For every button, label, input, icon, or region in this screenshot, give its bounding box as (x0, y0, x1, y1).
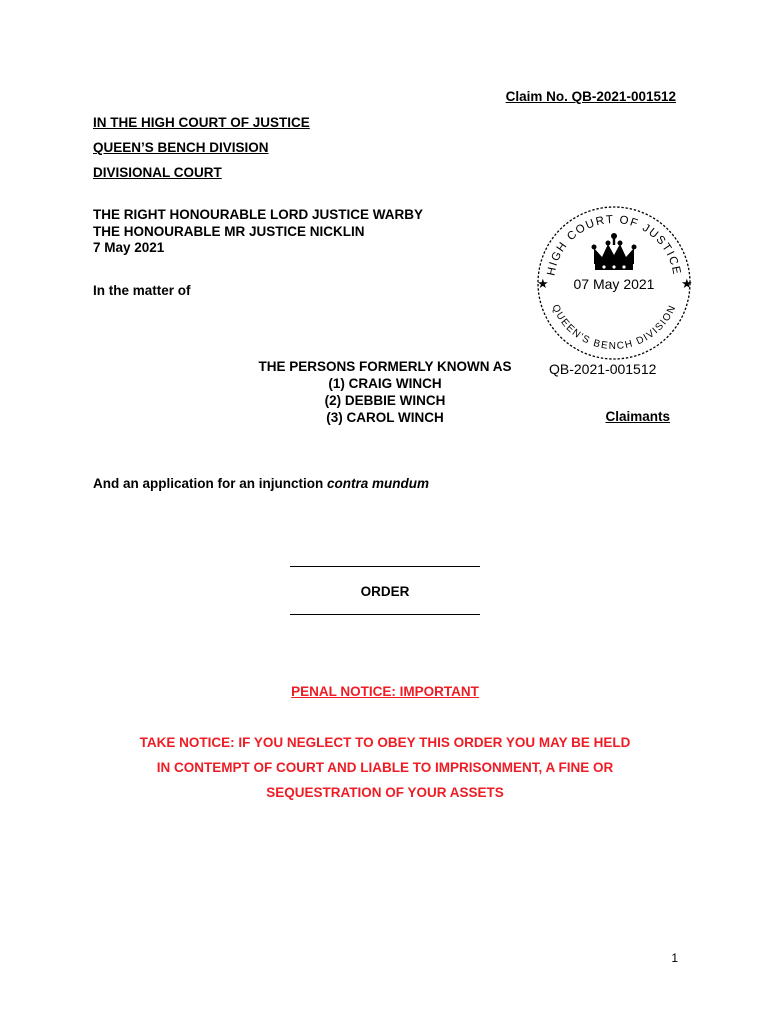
crown-icon (592, 233, 637, 270)
party-1: (1) CRAIG WINCH (328, 376, 442, 391)
stamp-reference: QB-2021-001512 (549, 361, 657, 377)
star-icon: ★ (681, 276, 693, 291)
party-3: (3) CAROL WINCH (326, 410, 444, 425)
court-stamp (534, 203, 694, 363)
party-2: (2) DEBBIE WINCH (324, 393, 446, 408)
judge-1: THE RIGHT HONOURABLE LORD JUSTICE WARBY (93, 207, 424, 222)
penal-notice-line-2: IN CONTEMPT OF COURT AND LIABLE TO IMPRISONMENT, A FINE OR (156, 760, 614, 775)
matter-intro: In the matter of (93, 283, 191, 298)
penal-notice-heading: PENAL NOTICE: IMPORTANT (291, 684, 479, 699)
penal-notice-line-1: TAKE NOTICE: IF YOU NEGLECT TO OBEY THIS ORDER YOU MAY BE HELD (139, 735, 631, 750)
stamp-bottom-arc-text: QUEEN'S BENCH DIVISION (549, 302, 679, 353)
page-number: 1 (671, 951, 678, 965)
order-top-rule (290, 566, 480, 567)
application-line: And an application for an injunction contra mundum (93, 476, 430, 491)
parties-heading: THE PERSONS FORMERLY KNOWN AS (258, 359, 512, 374)
judge-2: THE HONOURABLE MR JUSTICE NICKLIN (93, 224, 365, 239)
stamp-date: 07 May 2021 (573, 276, 655, 292)
penal-notice-line-3: SEQUESTRATION OF YOUR ASSETS (266, 785, 504, 800)
contra-mundum-text: contra mundum (327, 476, 430, 491)
claim-number: Claim No. QB-2021-001512 (505, 89, 676, 104)
stamp-top-arc-text: HIGH COURT OF JUSTICE (545, 213, 683, 277)
court-division: QUEEN’S BENCH DIVISION (93, 140, 269, 155)
star-icon: ★ (537, 276, 549, 291)
order-title: ORDER (360, 584, 410, 599)
order-date: 7 May 2021 (93, 240, 165, 255)
parties-block (230, 358, 540, 426)
court-subdivision: DIVISIONAL COURT (93, 165, 222, 180)
claimants-label: Claimants (605, 409, 670, 424)
court-name: IN THE HIGH COURT OF JUSTICE (93, 115, 310, 130)
order-bottom-rule (290, 614, 480, 615)
